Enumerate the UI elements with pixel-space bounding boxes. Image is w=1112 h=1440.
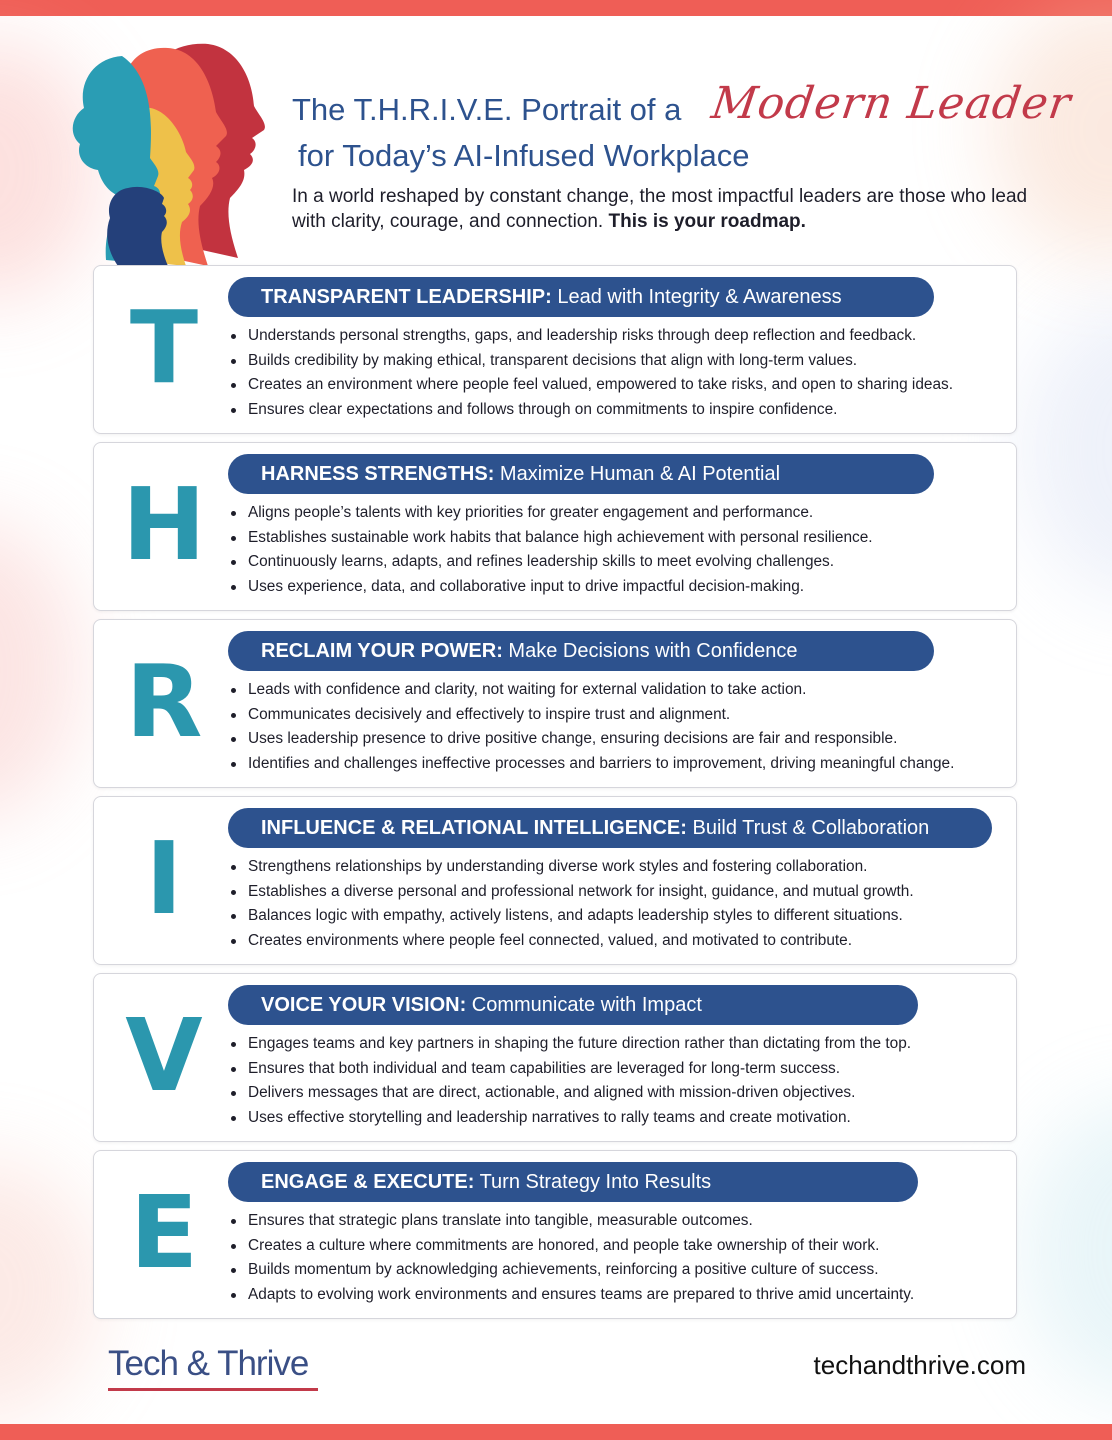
section-bullet-list	[228, 1032, 911, 1130]
list-item: Establishes a diverse personal and professional network for insight, guidance, and mutual growth.	[228, 880, 914, 905]
background-glow	[0, 520, 80, 820]
logo-text: Tech & Thrive	[108, 1344, 309, 1383]
list-item: Leads with confidence and clarity, not waiting for external validation to take action.	[228, 678, 954, 703]
section-letter: V	[125, 997, 203, 1114]
background-glow	[1022, 300, 1112, 600]
section-letter: R	[125, 643, 203, 760]
section-heading-pill	[228, 454, 934, 494]
section-bullet-list	[228, 324, 953, 422]
list-item: Ensures clear expectations and follows through on commitments to inspire confidence.	[228, 398, 953, 423]
section-heading-bold: ENGAGE & EXECUTE:	[261, 1171, 475, 1193]
list-item: Creates a culture where commitments are honored, and people take ownership of their work.	[228, 1234, 914, 1259]
list-item: Ensures that both individual and team capabilities are leveraged for long-term success.	[228, 1057, 911, 1082]
section-heading-bold: HARNESS STRENGTHS:	[261, 463, 495, 485]
intro-text: In a world reshaped by constant change, the most impactful leaders are those who lead with clarity, courage, and connection.	[292, 186, 1028, 232]
section-heading-rest: Build Trust & Collaboration	[692, 817, 930, 839]
section-letter: I	[145, 820, 183, 937]
section-heading-rest: Turn Strategy Into Results	[479, 1171, 712, 1193]
intro-paragraph	[292, 184, 1052, 234]
section-card-r	[93, 619, 1017, 788]
list-item: Uses leadership presence to drive positive change, ensuring decisions are fair and responsible.	[228, 727, 954, 752]
section-card-t	[93, 265, 1017, 434]
list-item: Delivers messages that are direct, actionable, and aligned with mission-driven objectives.	[228, 1081, 911, 1106]
section-heading-bold: INFLUENCE & RELATIONAL INTELLIGENCE:	[261, 817, 687, 839]
section-heading-rest: Communicate with Impact	[471, 994, 702, 1016]
list-item: Ensures that strategic plans translate into tangible, measurable outcomes.	[228, 1209, 914, 1234]
list-item: Creates environments where people feel connected, valued, and motivated to contribute.	[228, 929, 914, 954]
section-bullet-list	[228, 501, 873, 599]
list-item: Identifies and challenges ineffective processes and barriers to improvement, driving meaningful change.	[228, 752, 954, 777]
list-item: Builds momentum by acknowledging achievements, reinforcing a positive culture of success.	[228, 1258, 914, 1283]
title-line-2: for Today’s AI-Infused Workplace	[298, 138, 750, 173]
section-card-v	[93, 973, 1017, 1142]
section-heading-rest: Lead with Integrity & Awareness	[557, 286, 842, 308]
bottom-accent-bar	[0, 1424, 1112, 1440]
section-card-h	[93, 442, 1017, 611]
section-heading-bold: RECLAIM YOUR POWER:	[261, 640, 503, 662]
website-link[interactable]: techandthrive.com	[813, 1350, 1026, 1380]
section-letter: H	[122, 466, 206, 583]
section-heading-bold: TRANSPARENT LEADERSHIP:	[261, 286, 552, 308]
intro-bold-text: This is your roadmap.	[608, 211, 806, 232]
section-letter: E	[129, 1174, 199, 1291]
list-item: Communicates decisively and effectively to inspire trust and alignment.	[228, 703, 954, 728]
list-item: Engages teams and key partners in shaping the future direction rather than dictating from the top.	[228, 1032, 911, 1057]
section-card-e	[93, 1150, 1017, 1319]
list-item: Builds credibility by making ethical, transparent decisions that align with long-term values.	[228, 349, 953, 374]
list-item: Aligns people’s talents with key priorities for greater engagement and performance.	[228, 501, 873, 526]
title-script-accent: Modern Leader	[708, 78, 1075, 129]
section-bullet-list	[228, 1209, 914, 1307]
section-heading-pill	[228, 985, 918, 1025]
list-item: Adapts to evolving work environments and ensures teams are prepared to thrive amid uncertainty.	[228, 1283, 914, 1308]
section-heading-rest: Make Decisions with Confidence	[508, 640, 798, 662]
section-bullet-list	[228, 678, 954, 776]
background-glow	[1022, 1100, 1112, 1400]
list-item: Understands personal strengths, gaps, and leadership risks through deep reflection and feedback.	[228, 324, 953, 349]
section-heading-pill	[228, 808, 992, 848]
section-bullet-list	[228, 855, 914, 953]
title-line-1: The T.H.R.I.V.E. Portrait of a	[292, 92, 682, 127]
section-heading-pill	[228, 277, 934, 317]
brand-logo[interactable]	[108, 1344, 308, 1384]
section-letter: T	[129, 289, 199, 406]
section-heading-rest: Maximize Human & AI Potential	[499, 463, 781, 485]
section-heading-bold: VOICE YOUR VISION:	[261, 994, 467, 1016]
list-item: Uses effective storytelling and leadership narratives to rally teams and create motivation.	[228, 1106, 911, 1131]
list-item: Uses experience, data, and collaborative input to drive impactful decision-making.	[228, 575, 873, 600]
top-accent-bar	[0, 0, 1112, 16]
list-item: Establishes sustainable work habits that balance high achievement with personal resilience.	[228, 526, 873, 551]
logo-underline	[108, 1388, 318, 1391]
list-item: Strengthens relationships by understanding diverse work styles and fostering collaboration.	[228, 855, 914, 880]
section-heading-pill	[228, 1162, 918, 1202]
background-glow	[0, 1160, 100, 1420]
list-item: Balances logic with empathy, actively listens, and adapts leadership styles to different situations.	[228, 904, 914, 929]
section-heading-pill	[228, 631, 934, 671]
list-item: Continuously learns, adapts, and refines leadership skills to meet evolving challenges.	[228, 550, 873, 575]
list-item: Creates an environment where people feel valued, empowered to take risks, and open to sharing ideas.	[228, 373, 953, 398]
section-card-i	[93, 796, 1017, 965]
head-silhouettes-illustration	[58, 38, 288, 268]
